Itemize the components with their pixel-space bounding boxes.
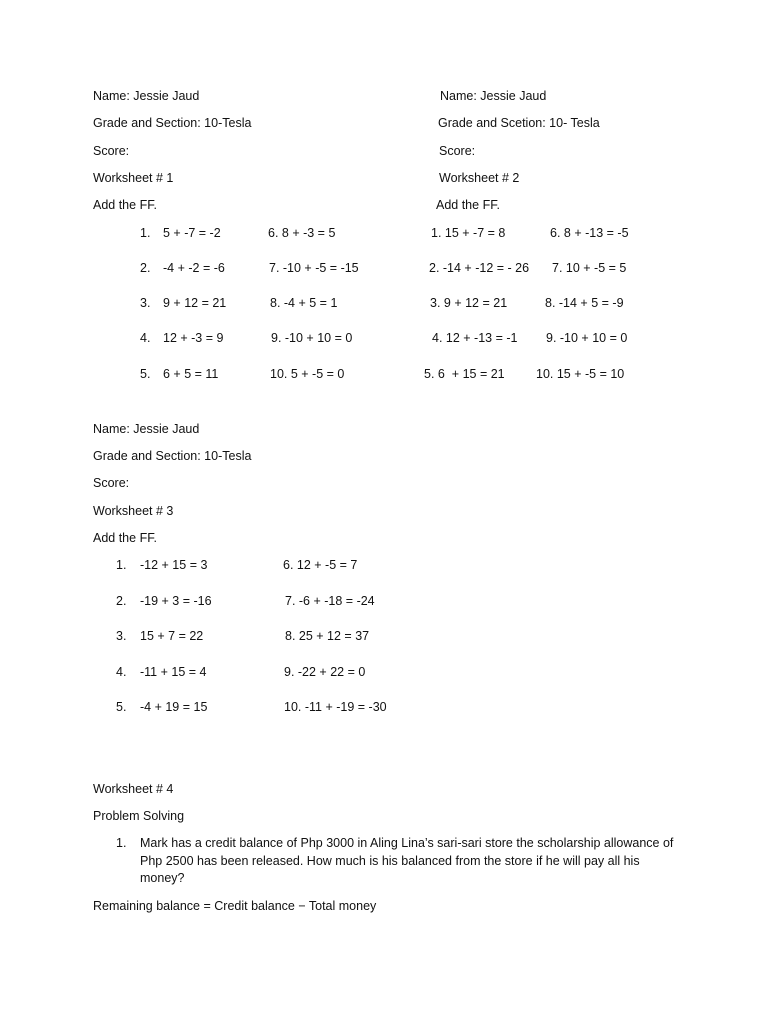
ws3-item-text: -12 + 15 = 3 [140,558,208,572]
ws4-problem-text: Mark has a credit balance of Php 3000 in Aling Lina’s sari-sari store the scholarship allowance of Php 2500 has been released. How much is his balanced from the store if he will pay all his money? [140,836,674,885]
ws2-item: 7. 10 + -5 = 5 [552,261,627,275]
ws3-score: Score: [93,476,130,490]
ws1-item: 8. -4 + 5 = 1 [270,296,338,310]
ws3-item-text: -4 + 19 = 15 [140,700,208,714]
ws1-item-text: -4 + -2 = -6 [163,261,225,275]
ws3-item-num: 1. [116,558,127,572]
ws1-item: 9. -10 + 10 = 0 [271,331,353,345]
ws3-item: 9. -22 + 22 = 0 [284,665,366,679]
ws3-item-text: -11 + 15 = 4 [140,665,207,679]
ws1-title: Worksheet # 1 [93,171,174,185]
ws2-item: 8. -14 + 5 = -9 [545,296,624,310]
ws2-item: 2. -14 + -12 = - 26 [429,261,530,275]
ws2-item: 4. 12 + -13 = -1 [432,331,518,345]
ws4-title: Worksheet # 4 [93,782,174,796]
ws1-item: 7. -10 + -5 = -15 [269,261,359,275]
ws1-grade: Grade and Section: 10-Tesla [93,116,252,130]
ws4-subtitle: Problem Solving [93,809,185,823]
ws1-item-text: 6 + 5 = 11 [163,367,219,381]
ws2-name: Name: Jessie Jaud [440,89,547,103]
ws3-name: Name: Jessie Jaud [93,422,200,436]
ws1-item-num: 3. [140,296,151,310]
ws2-item: 1. 15 + -7 = 8 [431,226,506,240]
ws2-item: 10. 15 + -5 = 10 [536,367,625,381]
ws3-item: 8. 25 + 12 = 37 [285,629,370,643]
ws3-item: 6. 12 + -5 = 7 [283,558,358,572]
ws3-item-num: 4. [116,665,127,679]
ws3-item-num: 5. [116,700,127,714]
ws2-title: Worksheet # 2 [439,171,520,185]
ws3-item-num: 3. [116,629,127,643]
ws2-item: 6. 8 + -13 = -5 [550,226,629,240]
ws1-name: Name: Jessie Jaud [93,89,200,103]
ws3-instruction: Add the FF. [93,531,157,545]
ws2-item: 5. 6 + 15 = 21 [424,367,505,381]
ws1-item-text: 12 + -3 = 9 [163,331,224,345]
ws2-item: 3. 9 + 12 = 21 [430,296,508,310]
ws4-problem-num: 1. [116,836,127,850]
ws3-item: 10. -11 + -19 = -30 [284,700,387,714]
ws3-title: Worksheet # 3 [93,504,174,518]
ws1-item-text: 9 + 12 = 21 [163,296,227,310]
ws3-item-text: -19 + 3 = -16 [140,594,212,608]
ws3-grade: Grade and Section: 10-Tesla [93,449,252,463]
ws2-item: 9. -10 + 10 = 0 [546,331,628,345]
ws1-item: 6. 8 + -3 = 5 [268,226,336,240]
ws1-item-num: 4. [140,331,151,345]
ws1-item-num: 1. [140,226,151,240]
ws1-item: 10. 5 + -5 = 0 [270,367,345,381]
ws1-item-num: 2. [140,261,151,275]
ws3-item-num: 2. [116,594,127,608]
ws1-item-num: 5. [140,367,151,381]
ws1-instruction: Add the FF. [93,198,157,212]
ws2-instruction: Add the FF. [436,198,500,212]
ws2-grade: Grade and Scetion: 10- Tesla [438,116,600,130]
ws1-score: Score: [93,144,130,158]
ws3-item-text: 15 + 7 = 22 [140,629,204,643]
ws3-item: 7. -6 + -18 = -24 [285,594,375,608]
ws2-score: Score: [439,144,476,158]
ws1-item-text: 5 + -7 = -2 [163,226,221,240]
ws4-formula: Remaining balance = Credit balance − Total money [93,899,377,913]
